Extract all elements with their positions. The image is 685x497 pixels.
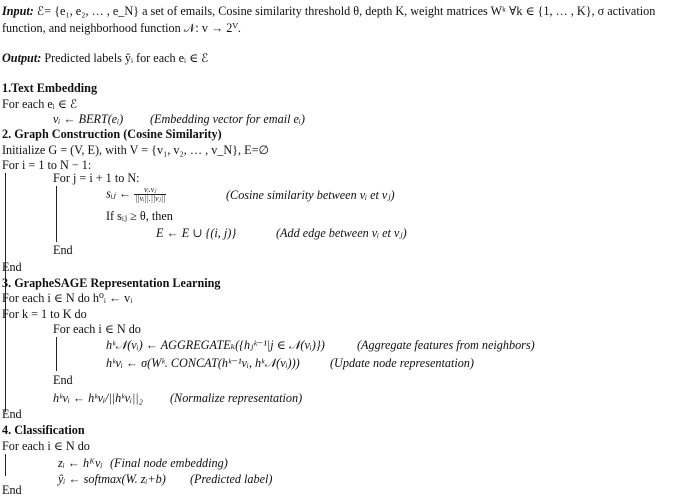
section2-init: Initialize G = (V, E), with V = {v₁, v₂, … , v_N}, E=∅: [2, 143, 270, 157]
section2-edge-comment: (Add edge between vᵢ et vⱼ): [276, 226, 407, 240]
section2-end-inner: End: [53, 243, 73, 257]
section3-normalize-comment: (Normalize representation): [170, 391, 303, 405]
section4-end: End: [2, 483, 22, 497]
section3-outer-bar: [5, 322, 6, 412]
section2-sij: sᵢⱼ ←: [106, 186, 132, 201]
section2-sij-line: [106, 186, 166, 204]
section2-title: 2. Graph Construction (Cosine Similarity): [2, 127, 222, 141]
section4-title: 4. Classification: [2, 423, 85, 437]
section3-update: hᵏvᵢ ← σ(Wᵏ. CONCAT(hᵏ⁻¹vᵢ, hᵏ𝒩(vᵢ))): [106, 356, 300, 370]
section2-inner-bar: [56, 186, 57, 242]
section2-sij-comment: (Cosine similarity between vᵢ et vⱼ): [226, 188, 395, 202]
section4-embed: zᵢ ← hᴷvᵢ: [58, 456, 103, 470]
section3-for-each-i: For each i ∈ N do: [53, 322, 141, 336]
input-line-2: function, and neighborhood function 𝒩: v → 2ⱽ.: [2, 21, 241, 35]
section4-predict-comment: (Predicted label): [190, 472, 273, 486]
section1-for-each: For each eᵢ ∈ ℰ: [2, 97, 78, 111]
section2-for-j: For j = i + 1 to N:: [53, 171, 140, 185]
section2-for-i: For i = 1 to N − 1:: [2, 158, 92, 172]
section4-predict: ŷᵢ ← softmax(W. zᵢ+b): [58, 472, 166, 486]
section1-comment: (Embedding vector for email eᵢ): [150, 112, 305, 126]
fraction-numerator: vᵢ.vⱼ: [134, 186, 166, 195]
fraction-denominator: ||vᵢ||.||vⱼ||: [135, 194, 166, 204]
cosine-fraction: [134, 186, 166, 204]
section4-for-each: For each i ∈ N do: [2, 439, 90, 453]
section1-title: 1.Text Embedding: [2, 81, 98, 95]
section3-title: 3. GrapheSAGE Representation Learning: [2, 276, 221, 290]
output-line: [2, 52, 209, 64]
section3-aggregate-comment: (Aggregate features from neighbors): [357, 338, 535, 352]
section3-for-k: For k = 1 to K do: [2, 307, 87, 321]
section3-normalize: hᵏvᵢ ← hᵏvᵢ/||hᵏvᵢ||₂: [53, 391, 143, 405]
input-text-1: ℰ= {e₁, e₂, … , e_N} a set of emails, Cosine similarity threshold θ, depth K, weight matrices Wᵏ ∀k ∈ {1, … , K}, σ activation: [36, 4, 656, 18]
input-label: Input:: [2, 4, 34, 18]
section2-if: If sᵢⱼ ≥ θ, then: [106, 209, 173, 223]
output-text: Predicted labels ŷᵢ for each eᵢ ∈ ℰ: [44, 51, 209, 65]
section3-for-each: For each i ∈ N do h⁰ᵢ ← vᵢ: [2, 291, 133, 305]
section1-assign: vᵢ ← BERT(eᵢ): [53, 112, 124, 126]
section3-end-inner: End: [53, 373, 73, 387]
section2-edge: E ← E ∪ {(i, j)}: [156, 226, 237, 240]
output-label: Output:: [2, 51, 42, 65]
section4-embed-comment: (Final node embedding): [110, 456, 228, 470]
section2-end-outer: End: [2, 260, 22, 274]
section3-end-outer: End: [2, 407, 22, 421]
section3-inner-bar: [56, 337, 57, 371]
section3-update-comment: (Update node representation): [330, 356, 474, 370]
section4-bar: [5, 454, 6, 476]
input-line-1: [2, 5, 655, 17]
section3-aggregate: hᵏ𝒩(vᵢ) ← AGGREGATEₖ({hⱼᵏ⁻¹|j ∈ 𝒩(vᵢ)}): [106, 338, 325, 352]
